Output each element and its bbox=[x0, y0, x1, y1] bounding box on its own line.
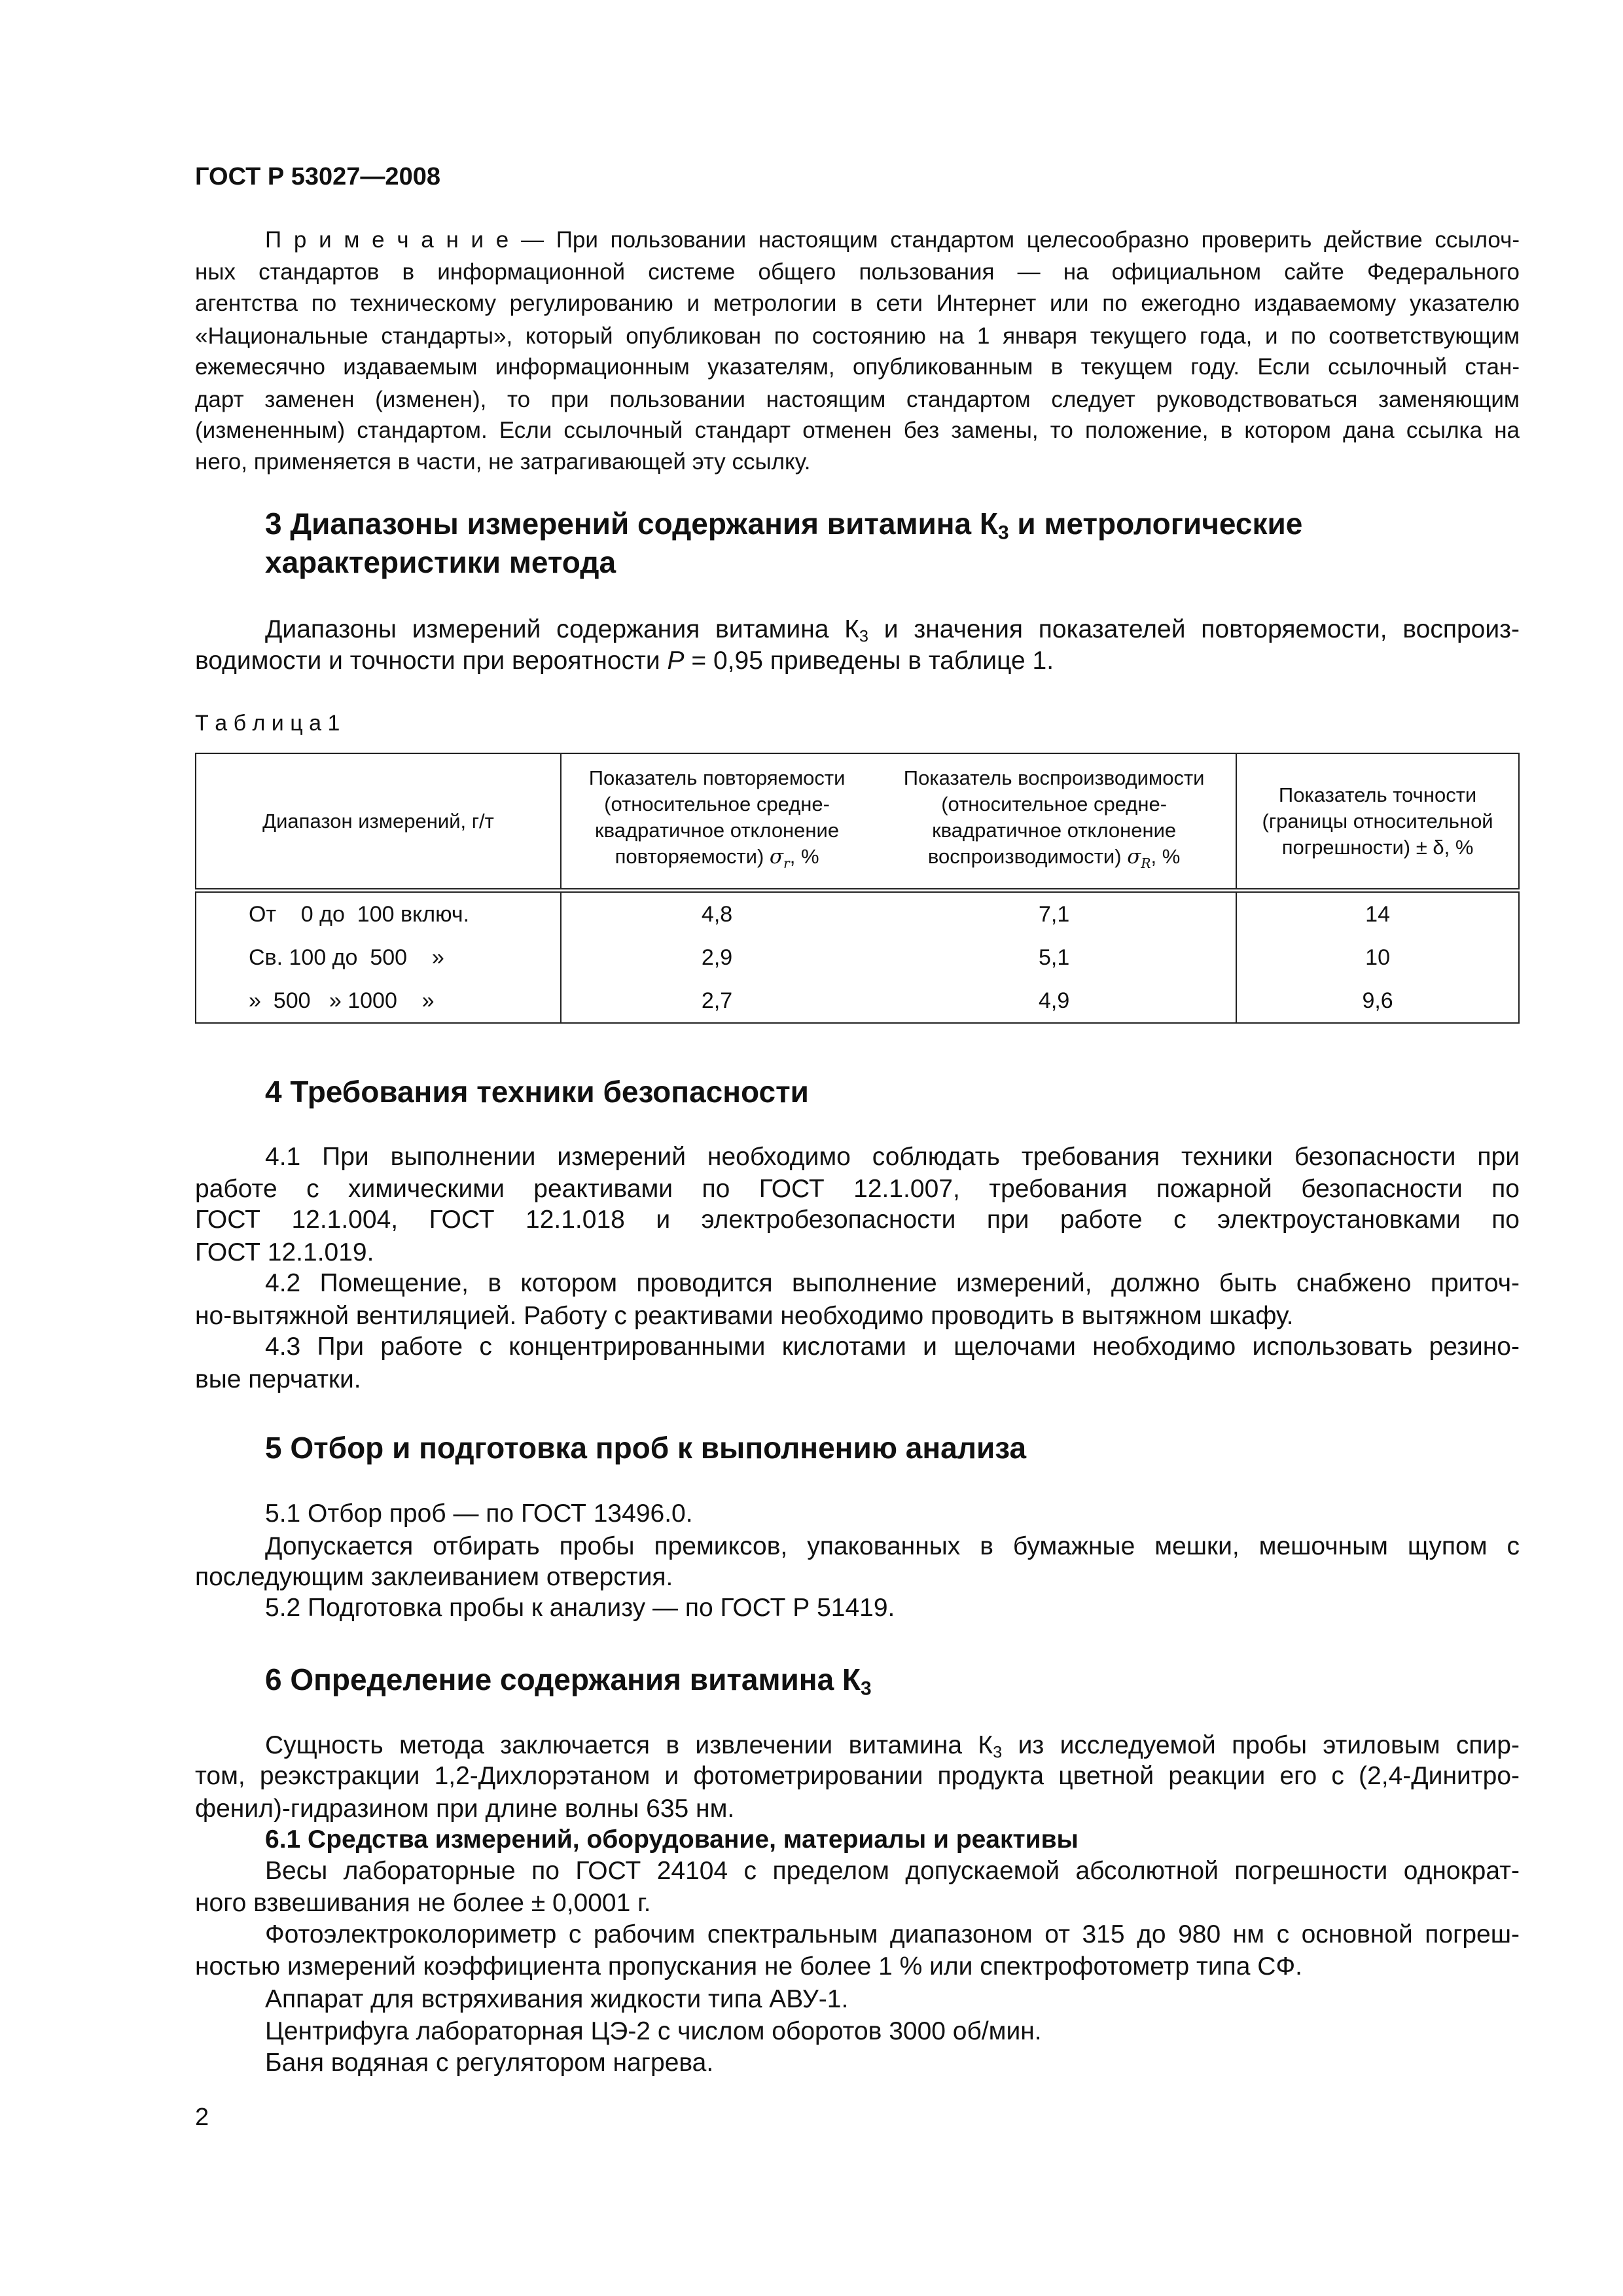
section-6-heading bbox=[265, 1662, 872, 1700]
table-row bbox=[196, 936, 1519, 979]
table-cell: 5,1 bbox=[872, 936, 1236, 979]
note-line bbox=[195, 351, 1520, 384]
section-5-text bbox=[195, 1561, 673, 1594]
subscript: 3 bbox=[993, 1743, 1003, 1762]
text-segment: из исследуемой пробы этиловым спир- bbox=[1002, 1731, 1520, 1759]
note-line-content: агентства по техническому регулированию и метрологии в сети Интернет или по ежегодно издаваемому указателю bbox=[195, 291, 1520, 316]
page-number bbox=[195, 2101, 209, 2134]
section-6-1-text bbox=[195, 1950, 1302, 1983]
section-5-heading-content: 5 Отбор и подготовка проб к выполнению анализа bbox=[265, 1431, 1027, 1465]
header-text: Показатель точности bbox=[1278, 783, 1477, 806]
section-4-text bbox=[265, 1141, 1520, 1174]
text-segment: 6 Определение содержания витамина К bbox=[265, 1662, 861, 1696]
table-cell: 4,8 bbox=[701, 901, 733, 927]
subscript: 3 bbox=[998, 522, 1009, 544]
section-6-1-text-content: Весы лабораторные по ГОСТ 24104 с пределом допускаемой абсолютной погрешности однократ- bbox=[265, 1857, 1520, 1885]
section-4-text bbox=[195, 1173, 1520, 1206]
section-5-text-content: последующим заклеиванием отверстия. bbox=[195, 1563, 673, 1591]
section-6-text bbox=[195, 1793, 734, 1825]
table-cell: 10 bbox=[1365, 944, 1390, 970]
header-text: (относительное средне- bbox=[941, 793, 1168, 816]
table-cell: От 0 до 100 включ. bbox=[196, 891, 561, 937]
section-4-text-content: 4.3 При работе с концентрированными кислотами и щелочами необходимо использовать резино- bbox=[265, 1333, 1520, 1361]
section-4-heading bbox=[265, 1075, 809, 1108]
section-6-1-text bbox=[265, 2047, 713, 2079]
section-4-text bbox=[265, 1331, 1520, 1363]
section-3-heading-content bbox=[265, 507, 1303, 544]
section-5-text bbox=[265, 1592, 895, 1624]
note-line-content: него, применяется в части, не затрагивающей эту ссылку. bbox=[195, 449, 811, 475]
section-3-text bbox=[265, 613, 1520, 646]
text-segment: и значения показателей повторяемости, воспроиз- bbox=[868, 615, 1520, 643]
note-line-content: дарт заменен (изменен), то при пользовании настоящим стандартом следует руководствоваться заменяющим bbox=[195, 387, 1520, 412]
sigma-symbol: σ bbox=[1127, 845, 1141, 869]
section-6-1-text-content: Баня водяная с регулятором нагрева. bbox=[265, 2049, 714, 2077]
section-5-text bbox=[265, 1530, 1520, 1563]
document-number-content: ГОСТ Р 53027—2008 bbox=[195, 163, 440, 190]
section-4-text bbox=[195, 1204, 1520, 1236]
section-4-text-content: 4.2 Помещение, в котором проводится выполнение измерений, должно быть снабжено приточ- bbox=[265, 1269, 1520, 1297]
header-unit: , % bbox=[789, 845, 819, 869]
note-line-content: ных стандартов в информационной системе общего пользования — на официальном сайте Федерального bbox=[195, 259, 1520, 285]
page-number-content: 2 bbox=[195, 2104, 209, 2131]
section-6-1-text-content: ного взвешивания не более ± 0,0001 г. bbox=[195, 1889, 651, 1917]
section-4-text bbox=[195, 1300, 1294, 1333]
table-row bbox=[196, 979, 1519, 1023]
section-5-text bbox=[265, 1498, 693, 1530]
header-text: Диапазон измерений, г/т bbox=[262, 809, 494, 833]
section-4-text bbox=[195, 1363, 361, 1396]
header-text: Показатель воспроизводимости bbox=[903, 766, 1205, 790]
text-segment: Диапазоны измерений содержания витамина К bbox=[265, 615, 859, 643]
section-6-1-text-content: ностью измерений коэффициента пропускания не более 1 % или спектрофотометр типа СФ. bbox=[195, 1952, 1302, 1981]
note-line bbox=[265, 224, 1520, 257]
table-cell: 4,9 bbox=[872, 979, 1236, 1023]
section-6-1-text-content: Аппарат для встряхивания жидкости типа АВУ-1. bbox=[265, 1985, 849, 2013]
header-repeatability bbox=[561, 753, 872, 891]
section-4-text bbox=[195, 1236, 374, 1269]
section-6-1-text bbox=[265, 1983, 848, 2016]
header-text: воспроизводимости) bbox=[927, 845, 1122, 869]
subscript: 3 bbox=[859, 627, 869, 646]
section-3-text-content bbox=[265, 615, 1520, 646]
section-6-1-text bbox=[265, 2015, 1042, 2048]
section-3-heading bbox=[265, 507, 1303, 544]
sigma-subscript: r bbox=[783, 855, 790, 872]
header-text: (границы относительной bbox=[1262, 809, 1493, 833]
sigma-subscript: R bbox=[1141, 855, 1151, 872]
note-line bbox=[195, 414, 1520, 447]
header-text: квадратичное отклонение bbox=[932, 819, 1177, 842]
section-6-text bbox=[265, 1729, 1520, 1762]
section-6-1-text bbox=[265, 1918, 1520, 1951]
table-row bbox=[196, 891, 1519, 937]
note-line bbox=[195, 446, 811, 478]
section-4-text-content: но-вытяжной вентиляцией. Работу с реактивами необходимо проводить в вытяжном шкафу. bbox=[195, 1302, 1294, 1330]
text-segment: = 0,95 приведены в таблице 1. bbox=[684, 647, 1054, 675]
header-unit: , % bbox=[1150, 845, 1181, 869]
section-6-1-text bbox=[265, 1855, 1520, 1888]
section-4-text-content: ГОСТ 12.1.004, ГОСТ 12.1.018 и электробезопасности при работе с электроустановками по bbox=[195, 1206, 1520, 1234]
table-cell: Св. 100 до 500 » bbox=[196, 936, 561, 979]
section-6-heading-content bbox=[265, 1662, 872, 1700]
section-5-heading bbox=[265, 1431, 1026, 1464]
subsection-6-1-heading-content: 6.1 Средства измерений, оборудование, материалы и реактивы bbox=[265, 1825, 1079, 1854]
header-reproducibility bbox=[872, 753, 1236, 891]
section-4-text-content: ГОСТ 12.1.019. bbox=[195, 1238, 374, 1266]
document-number bbox=[195, 160, 440, 193]
section-3-heading-content: характеристики метода bbox=[265, 545, 616, 579]
text-segment: водимости и точности при вероятности bbox=[195, 647, 668, 675]
section-5-text-content: 5.1 Отбор проб — по ГОСТ 13496.0. bbox=[265, 1499, 693, 1528]
table-cell: » 500 » 1000 » bbox=[196, 979, 561, 1023]
note-line-content: «Национальные стандарты», который опубликован по состоянию на 1 января текущего года, и по соответствующим bbox=[195, 323, 1520, 349]
note-line bbox=[195, 256, 1520, 289]
table-cell: 2,9 bbox=[701, 944, 733, 970]
section-3-text bbox=[195, 645, 1054, 677]
header-text: повторяемости) bbox=[615, 845, 764, 869]
note-line bbox=[195, 287, 1520, 320]
table-caption-content: Т а б л и ц а 1 bbox=[195, 711, 340, 736]
section-4-text-content: вые перчатки. bbox=[195, 1365, 361, 1393]
header-range bbox=[196, 753, 561, 891]
section-3-text-content bbox=[195, 647, 1054, 675]
section-3-heading bbox=[265, 546, 616, 579]
subsection-6-1-heading bbox=[265, 1823, 1079, 1856]
section-4-text bbox=[265, 1267, 1520, 1300]
note-line-content: ежемесячно издаваемым информационным указателям, опубликованным в текущем году. Если ссылочный стан- bbox=[195, 354, 1520, 380]
header-text: квадратичное отклонение bbox=[595, 819, 840, 842]
section-6-text-content: том, реэкстракции 1,2-Дихлорэтаном и фотометрировании продукта цветной реакции его с (2,4-Динитро- bbox=[195, 1762, 1520, 1790]
section-6-1-text bbox=[195, 1887, 651, 1920]
section-5-text-content: Допускается отбирать пробы премиксов, упакованных в бумажные мешки, мешочным щупом с bbox=[265, 1532, 1520, 1560]
text-segment: и метрологические bbox=[1008, 507, 1303, 541]
text-segment: Сущность метода заключается в извлечении витамина К bbox=[265, 1731, 993, 1759]
note-line-content: П р и м е ч а н и е — При пользовании настоящим стандартом целесообразно проверить действие ссылоч- bbox=[265, 227, 1520, 253]
section-4-text-content: 4.1 При выполнении измерений необходимо соблюдать требования техники безопасности при bbox=[265, 1143, 1520, 1171]
italic-symbol: P bbox=[667, 647, 685, 675]
section-5-text-content: 5.2 Подготовка пробы к анализу — по ГОСТ Р 51419. bbox=[265, 1594, 895, 1622]
header-text: Показатель повторяемости bbox=[588, 766, 846, 790]
note-line-content: (измененным) стандартом. Если ссылочный стандарт отменен без замены, то положение, в котором дана ссылка на bbox=[195, 418, 1520, 443]
table-caption bbox=[195, 707, 340, 740]
section-4-heading-content: 4 Требования техники безопасности bbox=[265, 1075, 809, 1109]
header-text: (относительное средне- bbox=[604, 793, 830, 816]
header-accuracy bbox=[1236, 753, 1519, 891]
table-cell: 14 bbox=[1365, 901, 1390, 927]
table-1 bbox=[195, 753, 1520, 1024]
note-line bbox=[195, 384, 1520, 416]
subscript: 3 bbox=[861, 1677, 872, 1700]
sigma-symbol: σ bbox=[769, 845, 784, 869]
text-segment: 3 Диапазоны измерений содержания витамина К bbox=[265, 507, 998, 541]
section-6-text-content bbox=[265, 1731, 1520, 1762]
section-6-text bbox=[195, 1760, 1520, 1793]
table-cell: 2,7 bbox=[701, 988, 733, 1013]
table-header-row bbox=[196, 753, 1519, 891]
table-cell: 9,6 bbox=[1362, 988, 1393, 1013]
section-6-1-text-content: Центрифуга лабораторная ЦЭ-2 с числом оборотов 3000 об/мин. bbox=[265, 2017, 1042, 2045]
note-line bbox=[195, 320, 1520, 353]
section-6-1-text-content: Фотоэлектроколориметр с рабочим спектральным диапазоном от 315 до 980 нм с основной погреш- bbox=[265, 1920, 1520, 1948]
section-6-text-content: фенил)-гидразином при длине волны 635 нм. bbox=[195, 1795, 735, 1823]
table-cell: 7,1 bbox=[872, 891, 1236, 937]
header-text: погрешности) ± δ, % bbox=[1281, 835, 1474, 859]
section-4-text-content: работе с химическими реактивами по ГОСТ 12.1.007, требования пожарной безопасности по bbox=[195, 1175, 1520, 1203]
